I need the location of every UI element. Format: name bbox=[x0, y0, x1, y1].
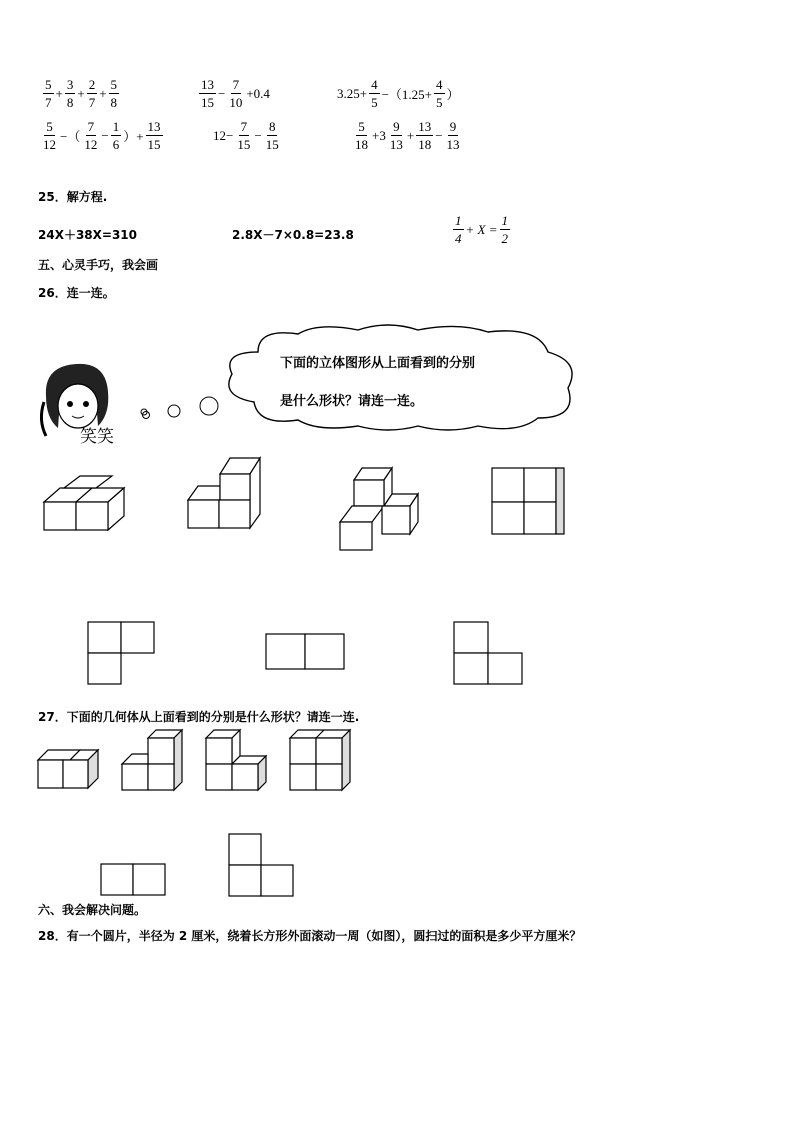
numerator: 7 bbox=[232, 77, 240, 92]
math-operator: − bbox=[435, 127, 443, 143]
fraction bbox=[87, 78, 98, 109]
numerator: 1 bbox=[501, 213, 508, 228]
numerator: 5 bbox=[45, 77, 52, 92]
denominator: 5 bbox=[371, 95, 378, 110]
math-operator: − bbox=[101, 127, 109, 143]
section-5-heading: 五、心灵手巧，我会画 bbox=[38, 258, 159, 272]
q27-solid-1 bbox=[38, 748, 100, 792]
denominator: 10 bbox=[229, 95, 243, 110]
numerator: 5 bbox=[46, 119, 53, 134]
q27-solid-4 bbox=[290, 730, 352, 792]
denominator: 7 bbox=[45, 95, 52, 110]
q25-equation-2: 2.8X－7×0.8=23.8 bbox=[232, 228, 354, 242]
q26-top-view-2 bbox=[266, 634, 346, 672]
fraction bbox=[353, 120, 370, 151]
denominator: 7 bbox=[88, 95, 96, 110]
math-operator: ） bbox=[446, 87, 460, 102]
fraction bbox=[199, 78, 216, 109]
fraction bbox=[111, 120, 122, 151]
math-operator: + bbox=[99, 85, 107, 101]
numerator: 1 bbox=[455, 213, 462, 228]
q26-solid-3 bbox=[340, 466, 422, 552]
fraction bbox=[109, 78, 120, 109]
q25-title: 25．解方程. bbox=[38, 190, 108, 204]
thought-bubble bbox=[218, 322, 582, 434]
fraction bbox=[43, 78, 54, 109]
math-operator: −（ bbox=[60, 129, 81, 144]
numerator: 4 bbox=[371, 77, 378, 92]
denominator: 4 bbox=[455, 231, 462, 246]
denominator: 18 bbox=[355, 137, 368, 152]
section-6-heading: 六、我会解决问题。 bbox=[38, 903, 147, 917]
denominator: 13 bbox=[446, 137, 460, 152]
fraction bbox=[500, 214, 511, 245]
q26-title: 26．连一连。 bbox=[38, 286, 115, 300]
denominator: 12 bbox=[43, 137, 56, 152]
fraction bbox=[445, 120, 462, 151]
fraction bbox=[434, 78, 445, 109]
denominator: 15 bbox=[201, 95, 214, 110]
q26-top-view-1 bbox=[88, 622, 156, 686]
math-operator: − bbox=[254, 127, 262, 143]
math-operator: + bbox=[77, 85, 85, 101]
numerator: 9 bbox=[449, 119, 457, 134]
q26-solid-2 bbox=[188, 456, 264, 530]
math-operator: 12− bbox=[213, 127, 234, 143]
girl-label: 笑笑 bbox=[80, 427, 114, 447]
q25-equation-3 bbox=[452, 214, 511, 245]
math-operator: ）+ bbox=[123, 129, 144, 144]
expression-4 bbox=[40, 120, 164, 151]
numerator: 9 bbox=[393, 119, 400, 134]
q26-solid-4 bbox=[492, 466, 568, 536]
math-operator: −（1.25+ bbox=[381, 87, 433, 102]
fraction bbox=[264, 120, 281, 151]
math-operator: + bbox=[55, 85, 63, 101]
thought-dots bbox=[140, 394, 230, 424]
fraction bbox=[227, 78, 244, 109]
q26-solid-1 bbox=[44, 474, 128, 530]
math-operator: 3.25+ bbox=[337, 85, 368, 101]
q27-solid-2 bbox=[122, 730, 184, 792]
fraction bbox=[146, 120, 163, 151]
fraction bbox=[369, 78, 380, 109]
expression-5 bbox=[212, 120, 282, 151]
denominator: 2 bbox=[501, 231, 508, 246]
fraction bbox=[416, 120, 433, 151]
q27-solid-3 bbox=[206, 730, 268, 792]
numerator: 13 bbox=[418, 119, 432, 134]
numerator: 1 bbox=[112, 119, 120, 134]
math-operator: − bbox=[218, 85, 226, 101]
numerator: 13 bbox=[147, 119, 161, 134]
expression-6 bbox=[352, 120, 463, 151]
q27-title: 27．下面的几何体从上面看到的分别是什么形状？请连一连. bbox=[38, 710, 360, 724]
denominator: 13 bbox=[389, 137, 403, 152]
fraction bbox=[82, 120, 99, 151]
fraction bbox=[41, 120, 58, 151]
fraction bbox=[235, 120, 252, 151]
bubble-text-line-1: 下面的立体图形从上面看到的分别 bbox=[280, 356, 476, 371]
numerator: 5 bbox=[110, 77, 118, 92]
numerator: 13 bbox=[201, 77, 214, 92]
denominator: 12 bbox=[84, 137, 98, 152]
math-operator: +3 bbox=[372, 127, 386, 143]
numerator: 5 bbox=[358, 119, 365, 134]
q28-title: 28．有一个圆片，半径为 2 厘米，绕着长方形外面滚动一周（如图），圆扫过的面积是多少平方厘米？ bbox=[38, 929, 582, 943]
fraction bbox=[453, 214, 464, 245]
denominator: 18 bbox=[418, 137, 432, 152]
q27-top-view-1 bbox=[101, 864, 167, 898]
q26-top-view-3 bbox=[454, 622, 524, 686]
numerator: 7 bbox=[87, 119, 95, 134]
expression-1 bbox=[42, 78, 120, 109]
q27-top-view-2 bbox=[229, 834, 295, 898]
denominator: 15 bbox=[265, 137, 279, 152]
numerator: 7 bbox=[240, 119, 248, 134]
fraction bbox=[65, 78, 76, 109]
numerator: 8 bbox=[268, 119, 276, 134]
denominator: 15 bbox=[147, 137, 161, 152]
bubble-text-line-2: 是什么形状？请连一连。 bbox=[280, 394, 424, 409]
q25-equation-1: 24X＋38X=310 bbox=[38, 228, 138, 242]
denominator: 15 bbox=[237, 137, 251, 152]
math-operator: + bbox=[406, 127, 415, 143]
denominator: 5 bbox=[436, 95, 443, 110]
numerator: 3 bbox=[66, 77, 74, 92]
numerator: 4 bbox=[436, 77, 443, 92]
denominator: 8 bbox=[66, 95, 74, 110]
fraction bbox=[388, 120, 405, 151]
math-operator: + X = bbox=[465, 221, 498, 237]
denominator: 6 bbox=[112, 137, 120, 152]
expression-3 bbox=[336, 78, 461, 109]
expression-2 bbox=[198, 78, 271, 109]
denominator: 8 bbox=[110, 95, 118, 110]
numerator: 2 bbox=[88, 77, 96, 92]
math-operator: +0.4 bbox=[246, 85, 270, 101]
